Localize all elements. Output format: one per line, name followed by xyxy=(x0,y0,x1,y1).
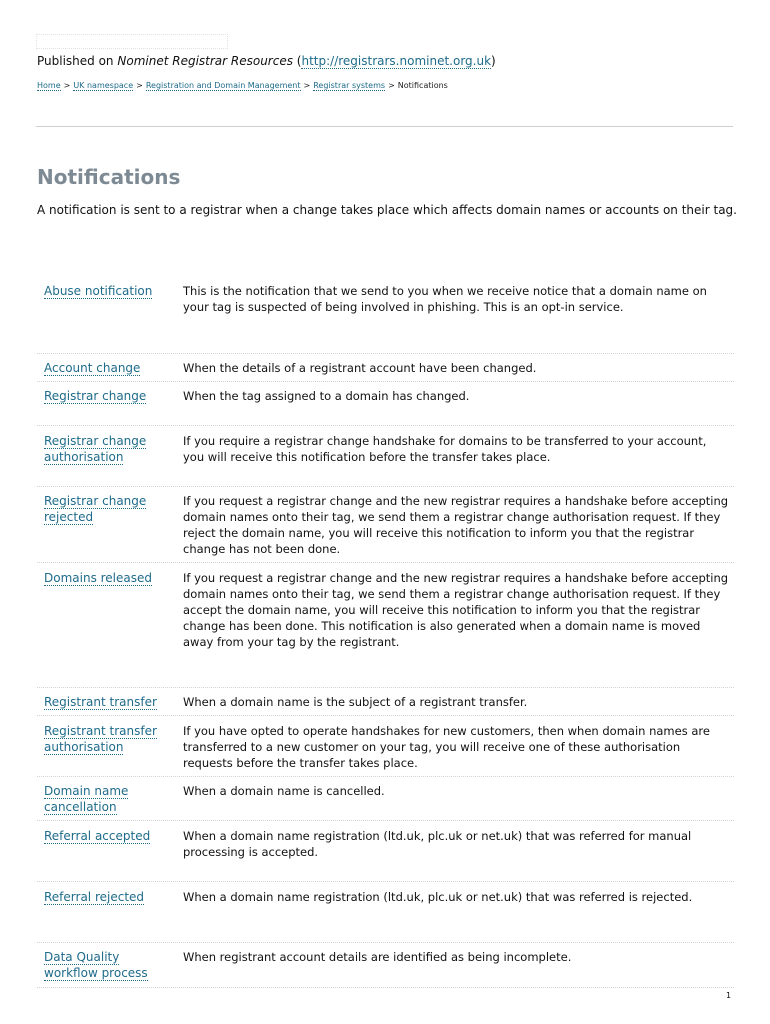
page-number: 1 xyxy=(726,991,732,1000)
notification-description: When the tag assigned to a domain has changed. xyxy=(183,389,470,403)
notification-description: If you have opted to operate handshakes for new customers, then when domain names are transferred to a new customer on your tag, you will receive one of these authorisation requests before the transfer takes place. xyxy=(183,724,710,770)
notification-row-registrant-transfer-authorisation xyxy=(37,723,734,777)
term-link-data-quality-workflow-process[interactable]: Data Quality workflow process xyxy=(44,950,148,980)
site-url-link[interactable]: http://registrars.nominet.org.uk xyxy=(301,54,492,68)
notification-row-registrar-change xyxy=(37,388,734,426)
term-link-registrant-transfer-authorisation[interactable]: Registrant transfer authorisation xyxy=(44,724,157,754)
notification-description: When a domain name is cancelled. xyxy=(183,784,385,798)
notification-row-referral-rejected xyxy=(37,889,734,943)
term-link-registrar-change[interactable]: Registrar change xyxy=(44,389,147,403)
notification-row-referral-accepted xyxy=(37,828,734,882)
term-link-registrar-change-rejected[interactable]: Registrar change rejected xyxy=(44,494,147,524)
notification-description: When a domain name registration (ltd.uk, plc.uk or net.uk) that was referred for manual processing is accepted. xyxy=(183,829,692,859)
term-link-registrar-change-authorisation[interactable]: Registrar change authorisation xyxy=(44,434,147,464)
breadcrumb-home[interactable]: Home xyxy=(37,81,61,90)
breadcrumb-separator: > xyxy=(303,81,311,90)
notification-row-registrar-change-authorisation xyxy=(37,433,734,487)
breadcrumb-current: Notifications xyxy=(397,81,448,90)
notification-description: When the details of a registrant account have been changed. xyxy=(183,361,537,375)
breadcrumb-separator: > xyxy=(136,81,143,90)
notification-row-data-quality-workflow xyxy=(37,949,734,988)
term-link-domains-released[interactable]: Domains released xyxy=(44,571,153,585)
notification-row-abuse xyxy=(37,283,734,354)
header-divider xyxy=(36,126,733,127)
notification-row-registrant-transfer xyxy=(37,694,734,716)
site-name: Nominet Registrar Resources xyxy=(117,54,293,68)
notification-description: When a domain name registration (ltd.uk, plc.uk or net.uk) that was referred is rejected. xyxy=(183,890,693,904)
breadcrumb xyxy=(37,80,448,92)
breadcrumb-separator: > xyxy=(63,81,71,90)
breadcrumb-separator: > xyxy=(388,81,395,90)
page-title: Notifications xyxy=(37,165,181,189)
notification-description: If you request a registrar change and the new registrar requires a handshake before accepting domain names onto their tag, we send them a registrar change authorisation request. If they accept the domain name, you will receive this notification to inform you that the registrar change has been done. This notification is also generated when a domain name is moved away from your tag by the registrant. xyxy=(183,571,729,649)
term-link-account-change[interactable]: Account change xyxy=(44,361,141,375)
notification-description: When a domain name is the subject of a registrant transfer. xyxy=(183,695,528,709)
notification-row-registrar-change-rejected xyxy=(37,493,734,563)
notification-description: If you require a registrar change handshake for domains to be transferred to your account, you will receive this notification before the transfer takes place. xyxy=(183,434,707,464)
notification-description: When registrant account details are identified as being incomplete. xyxy=(183,950,572,964)
breadcrumb-uk-namespace[interactable]: UK namespace xyxy=(73,81,134,90)
term-link-abuse-notification[interactable]: Abuse notification xyxy=(44,284,153,298)
notification-description: If you request a registrar change and the new registrar requires a handshake before accepting domain names onto their tag, we send them a registrar change authorisation request. If they reject the domain name, you will receive this notification to inform you that the registrar change has not been done. xyxy=(183,494,729,556)
breadcrumb-registrar-systems[interactable]: Registrar systems xyxy=(313,81,386,90)
notification-row-account-change xyxy=(37,360,734,382)
term-link-referral-rejected[interactable]: Referral rejected xyxy=(44,890,145,904)
notification-row-domain-name-cancellation xyxy=(37,783,734,821)
intro-paragraph: A notification is sent to a registrar when a change takes place which affects domain names or accounts on their tag. xyxy=(37,203,737,217)
notification-row-domains-released xyxy=(37,570,734,688)
notification-description: This is the notification that we send to you when we receive notice that a domain name on your tag is suspected of being involved in phishing. This is an opt-in service. xyxy=(183,284,707,314)
term-link-domain-name-cancellation[interactable]: Domain name cancellation xyxy=(44,784,129,814)
published-prefix: Published on xyxy=(37,54,114,68)
published-line: Published on Nominet Registrar Resources (http://registrars.nominet.org.uk) xyxy=(37,54,496,68)
term-link-referral-accepted[interactable]: Referral accepted xyxy=(44,829,151,843)
term-link-registrant-transfer[interactable]: Registrant transfer xyxy=(44,695,157,709)
site-logo-placeholder xyxy=(36,34,228,49)
breadcrumb-registration-domain-management[interactable]: Registration and Domain Management xyxy=(145,81,301,90)
